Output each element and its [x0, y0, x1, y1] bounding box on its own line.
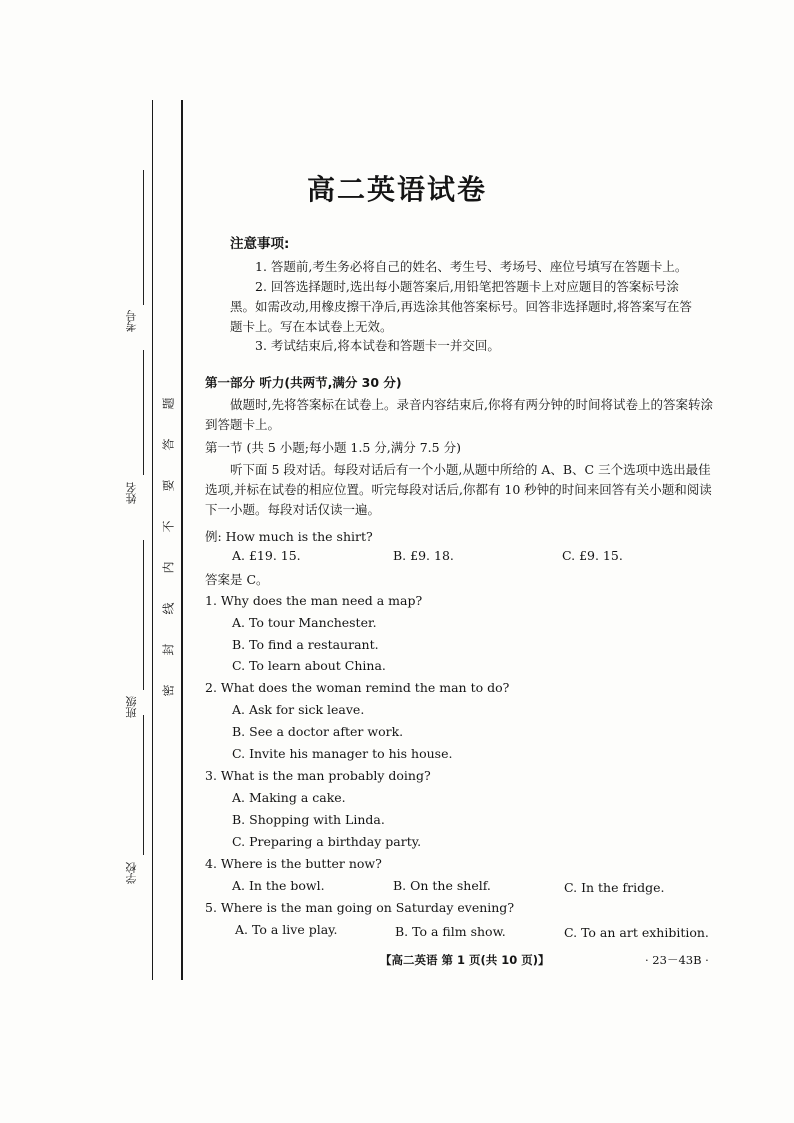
name-label: 姓名 — [125, 482, 138, 504]
seal-char: 答 — [161, 438, 176, 451]
seal-char: 题 — [161, 397, 176, 410]
name-underline — [143, 350, 144, 475]
exam-no-label: 考号 — [125, 310, 138, 332]
notice-item-1: 1. 答题前,考生务必将自己的姓名、考生号、考场号、座位号填写在答题卡上。 — [255, 259, 688, 274]
question-4-option-b: B. On the shelf. — [393, 878, 491, 893]
example-option-c: C. £9. 15. — [562, 548, 623, 563]
class-underline — [143, 540, 144, 690]
question-5-option-a: A. To a live play. — [235, 922, 338, 937]
question-2-option-c: C. Invite his manager to his house. — [232, 746, 453, 761]
section1-heading: 第一节 (共 5 小题;每小题 1.5 分,满分 7.5 分) — [205, 440, 461, 455]
question-3-option-a: A. Making a cake. — [232, 790, 346, 805]
question-4-option-c: C. In the fridge. — [564, 880, 665, 895]
example-option-b: B. £9. 18. — [393, 548, 454, 563]
seal-char: 线 — [161, 602, 176, 615]
question-5-option-b: B. To a film show. — [395, 924, 506, 939]
notice-item-2: 2. 回答选择题时,选出每小题答案后,用铅笔把答题卡上对应题目的答案标号涂黑。如需改动,用橡皮擦干净后,再选涂其他答案标号。回答非选择题时,将答案写在答题卡上。写在本试卷上无效。 — [230, 279, 692, 334]
question-2-option-a: A. Ask for sick leave. — [232, 702, 365, 717]
question-2: 2. What does the woman remind the man to do? — [205, 680, 510, 695]
exam-code: · 23－43B · — [645, 953, 709, 967]
binding-line-inner — [181, 100, 183, 980]
question-1-option-b: B. To find a restaurant. — [232, 637, 379, 652]
part1-instruction: 做题时,先将答案标在试卷上。录音内容结束后,你将有两分钟的时间将试卷上的答案转涂到答题卡上。 — [205, 397, 713, 432]
question-3: 3. What is the man probably doing? — [205, 768, 431, 783]
question-5-option-c: C. To an art exhibition. — [564, 925, 709, 940]
question-2-option-b: B. See a doctor after work. — [232, 724, 404, 739]
binding-line-outer — [152, 100, 153, 980]
exam-title: 高二英语试卷 — [306, 173, 487, 206]
question-3-option-c: C. Preparing a birthday party. — [232, 834, 422, 849]
example-question: 例: How much is the shirt? — [205, 529, 373, 544]
question-4: 4. Where is the butter now? — [205, 856, 382, 871]
question-4-option-a: A. In the bowl. — [232, 878, 325, 893]
section1-instruction: 听下面 5 段对话。每段对话后有一个小题,从题中所给的 A、B、C 三个选项中选出最佳选项,并标在试卷的相应位置。听完每段对话后,你都有 10 秒钟的时间来回答有关小题和阅读下一小题。每段对话仅读一遍。 — [205, 462, 712, 517]
question-5: 5. Where is the man going on Saturday evening? — [205, 900, 515, 915]
example-option-a: A. £19. 15. — [232, 548, 301, 563]
school-underline — [143, 715, 144, 855]
seal-char: 要 — [161, 479, 176, 492]
question-3-option-b: B. Shopping with Linda. — [232, 812, 385, 827]
seal-char: 封 — [161, 643, 176, 656]
school-label: 学校 — [125, 862, 138, 884]
question-1-option-a: A. To tour Manchester. — [232, 615, 377, 630]
question-1-option-c: C. To learn about China. — [232, 658, 386, 673]
example-answer: 答案是 C。 — [205, 572, 269, 587]
notice-item-3: 3. 考试结束后,将本试卷和答题卡一并交回。 — [255, 338, 500, 353]
class-label: 班级 — [125, 696, 138, 718]
seal-char: 密 — [161, 684, 176, 697]
seal-char: 内 — [161, 561, 176, 574]
seal-char: 不 — [161, 520, 176, 533]
page-footer: 【高二英语 第 1 页(共 10 页)】 — [380, 953, 550, 967]
notice-heading: 注意事项: — [230, 236, 290, 252]
part1-heading: 第一部分 听力(共两节,满分 30 分) — [205, 375, 402, 390]
question-1: 1. Why does the man need a map? — [205, 593, 423, 608]
